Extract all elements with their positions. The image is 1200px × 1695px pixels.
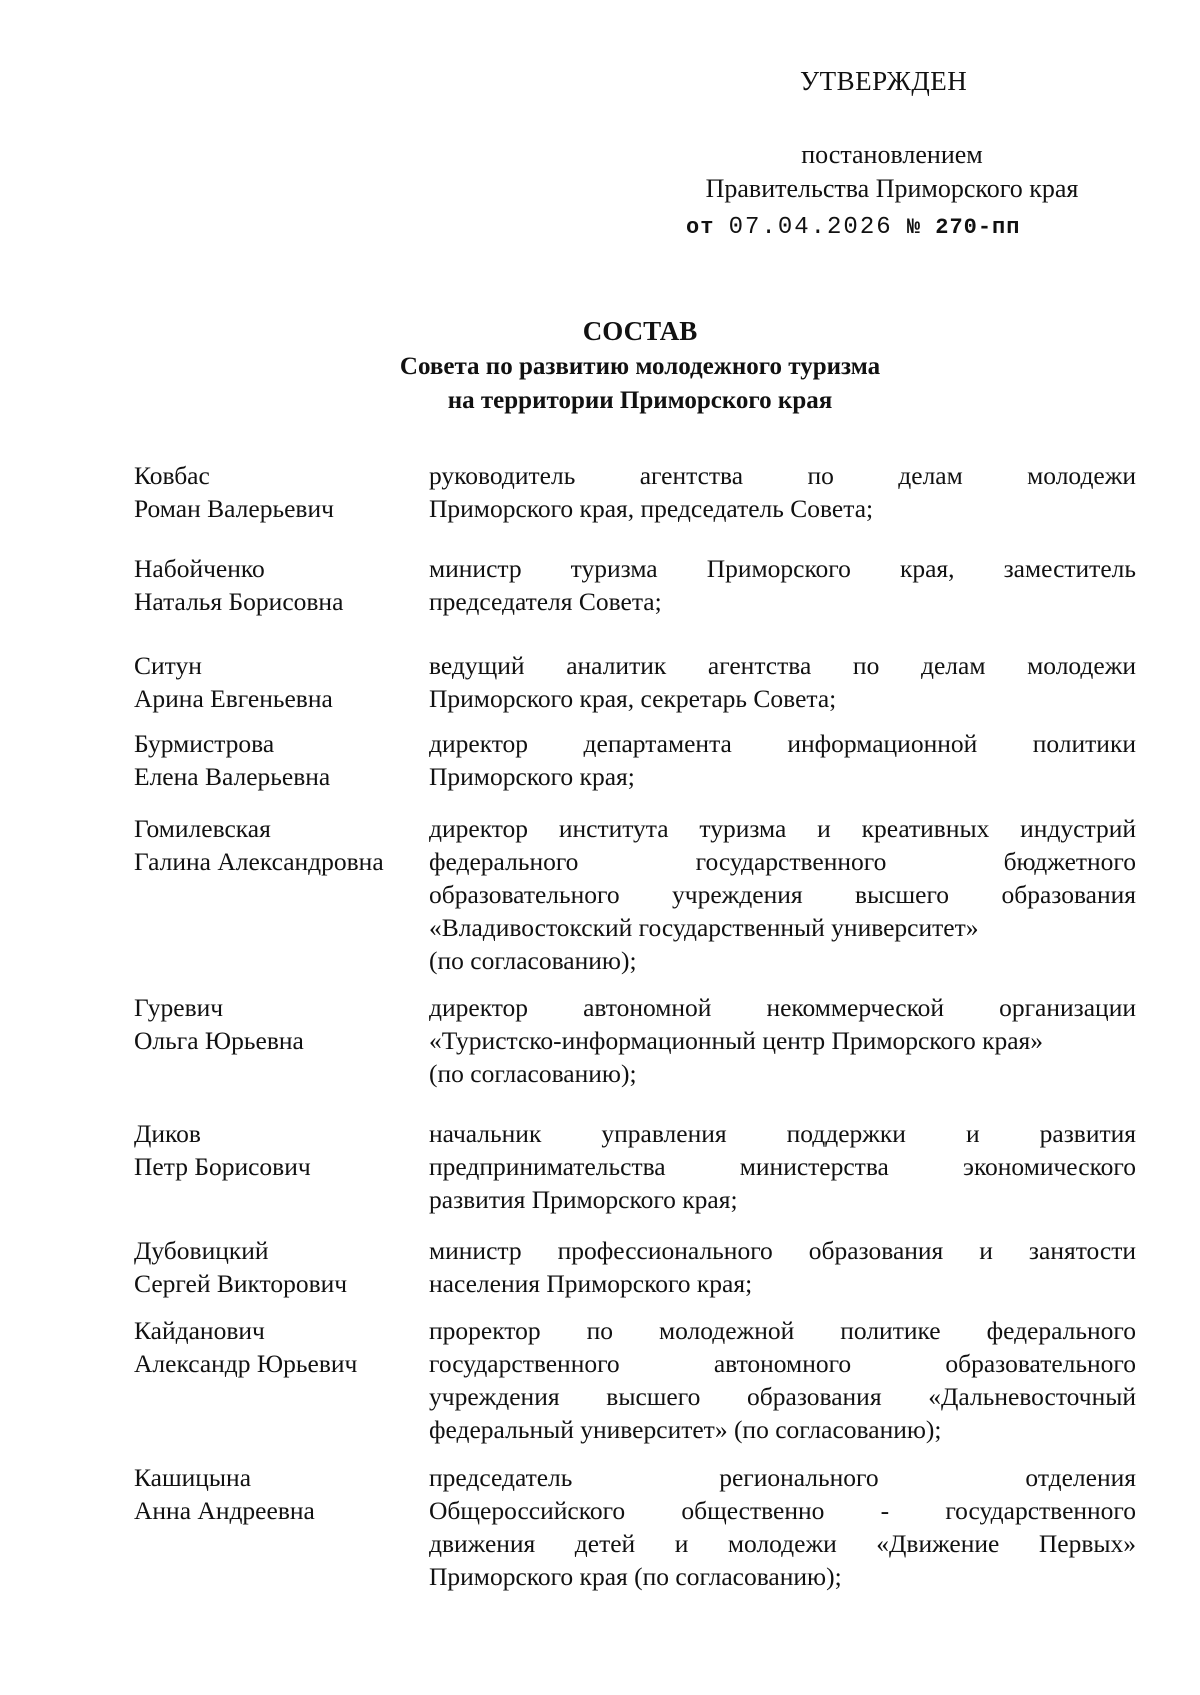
role-line: государственного автономного образовательного xyxy=(429,1349,1136,1378)
resolution-reference xyxy=(672,138,1112,206)
member-role xyxy=(429,1117,1136,1216)
role-line: (по согласованию); xyxy=(429,1059,637,1088)
member-given-name: Петр Борисович xyxy=(134,1152,311,1181)
member-given-name: Елена Валерьевна xyxy=(134,762,331,791)
role-line: движения детей и молодежи «Движение Первых» xyxy=(429,1529,1136,1558)
member-role xyxy=(429,1314,1136,1446)
member-given-name: Арина Евгеньевна xyxy=(134,684,333,713)
role-line: образовательного учреждения высшего образования xyxy=(429,880,1136,909)
title-line: на территории Приморского края xyxy=(447,387,833,414)
role-line: Приморского края (по согласованию); xyxy=(429,1562,842,1591)
role-line: «Туристско-информационный центр Приморского края» xyxy=(429,1026,1044,1055)
member-given-name: Наталья Борисовна xyxy=(134,587,344,616)
member-name xyxy=(134,727,424,793)
stamp-prefix: от xyxy=(686,215,715,240)
role-line: Общероссийского общественно - государственного xyxy=(429,1496,1136,1525)
member-surname: Диков xyxy=(134,1119,201,1148)
member-role xyxy=(429,991,1136,1090)
member-role xyxy=(429,1234,1136,1300)
member-surname: Гуревич xyxy=(134,993,224,1022)
role-line: директор департамента информационной политики xyxy=(429,729,1136,758)
resolution-line: Правительства Приморского края xyxy=(705,174,1079,203)
member-surname: Кайданович xyxy=(134,1316,265,1345)
member-surname: Бурмистрова xyxy=(134,729,275,758)
member-role xyxy=(429,1461,1136,1593)
member-given-name: Сергей Викторович xyxy=(134,1269,348,1298)
member-role xyxy=(429,727,1136,793)
member-role xyxy=(429,459,1136,525)
member-name xyxy=(134,459,424,525)
document-title xyxy=(310,312,970,418)
role-line: директор института туризма и креативных индустрий xyxy=(429,814,1136,843)
stamp-number: 270-пп xyxy=(935,215,1021,240)
member-name xyxy=(134,649,424,715)
member-role xyxy=(429,552,1136,618)
role-line: Приморского края; xyxy=(429,762,635,791)
role-line: министр профессионального образования и занятости xyxy=(429,1236,1136,1265)
role-line: (по согласованию); xyxy=(429,946,637,975)
role-line: учреждения высшего образования «Дальневосточный xyxy=(429,1382,1136,1411)
role-line: Приморского края, председатель Совета; xyxy=(429,494,874,523)
role-line: федеральный университет» (по согласованию); xyxy=(429,1415,942,1444)
member-surname: Кашицына xyxy=(134,1463,252,1492)
member-name xyxy=(134,1234,424,1300)
resolution-line: постановлением xyxy=(801,140,983,169)
member-given-name: Роман Валерьевич xyxy=(134,494,334,523)
role-line: начальник управления поддержки и развития xyxy=(429,1119,1136,1148)
role-line: руководитель агентства по делам молодежи xyxy=(429,461,1136,490)
member-name xyxy=(134,1461,424,1527)
member-name xyxy=(134,1314,424,1380)
member-surname: Ситун xyxy=(134,651,202,680)
approval-heading: УТВЕРЖДЕН xyxy=(800,66,968,96)
member-name xyxy=(134,812,424,878)
member-given-name: Анна Андреевна xyxy=(134,1496,315,1525)
member-surname: Набойченко xyxy=(134,554,265,583)
member-given-name: Александр Юрьевич xyxy=(134,1349,358,1378)
member-given-name: Галина Александровна xyxy=(134,847,384,876)
role-line: председателя Совета; xyxy=(429,587,662,616)
stamp-number-sign: № xyxy=(906,215,922,240)
member-name xyxy=(134,1117,424,1183)
stamp-date: 07.04.2026 xyxy=(728,214,893,241)
title-main: СОСТАВ xyxy=(582,316,698,346)
role-line: ведущий аналитик агентства по делам молодежи xyxy=(429,651,1136,680)
member-surname: Дубовицкий xyxy=(134,1236,269,1265)
role-line: федерального государственного бюджетного xyxy=(429,847,1136,876)
resolution-date-number-stamp xyxy=(686,214,1020,241)
role-line: Приморского края, секретарь Совета; xyxy=(429,684,837,713)
role-line: развития Приморского края; xyxy=(429,1185,738,1214)
role-line: министр туризма Приморского края, заместитель xyxy=(429,554,1136,583)
role-line: предпринимательства министерства экономического xyxy=(429,1152,1136,1181)
member-given-name: Ольга Юрьевна xyxy=(134,1026,304,1055)
role-line: населения Приморского края; xyxy=(429,1269,753,1298)
role-line: директор автономной некоммерческой организации xyxy=(429,993,1136,1022)
member-name xyxy=(134,552,424,618)
member-role xyxy=(429,649,1136,715)
role-line: проректор по молодежной политике федерального xyxy=(429,1316,1136,1345)
member-role xyxy=(429,812,1136,977)
title-line: Совета по развитию молодежного туризма xyxy=(399,353,881,380)
member-surname: Гомилевская xyxy=(134,814,271,843)
member-surname: Ковбас xyxy=(134,461,210,490)
role-line: «Владивостокский государственный университет» xyxy=(429,913,979,942)
role-line: председатель регионального отделения xyxy=(429,1463,1136,1492)
member-name xyxy=(134,991,424,1057)
